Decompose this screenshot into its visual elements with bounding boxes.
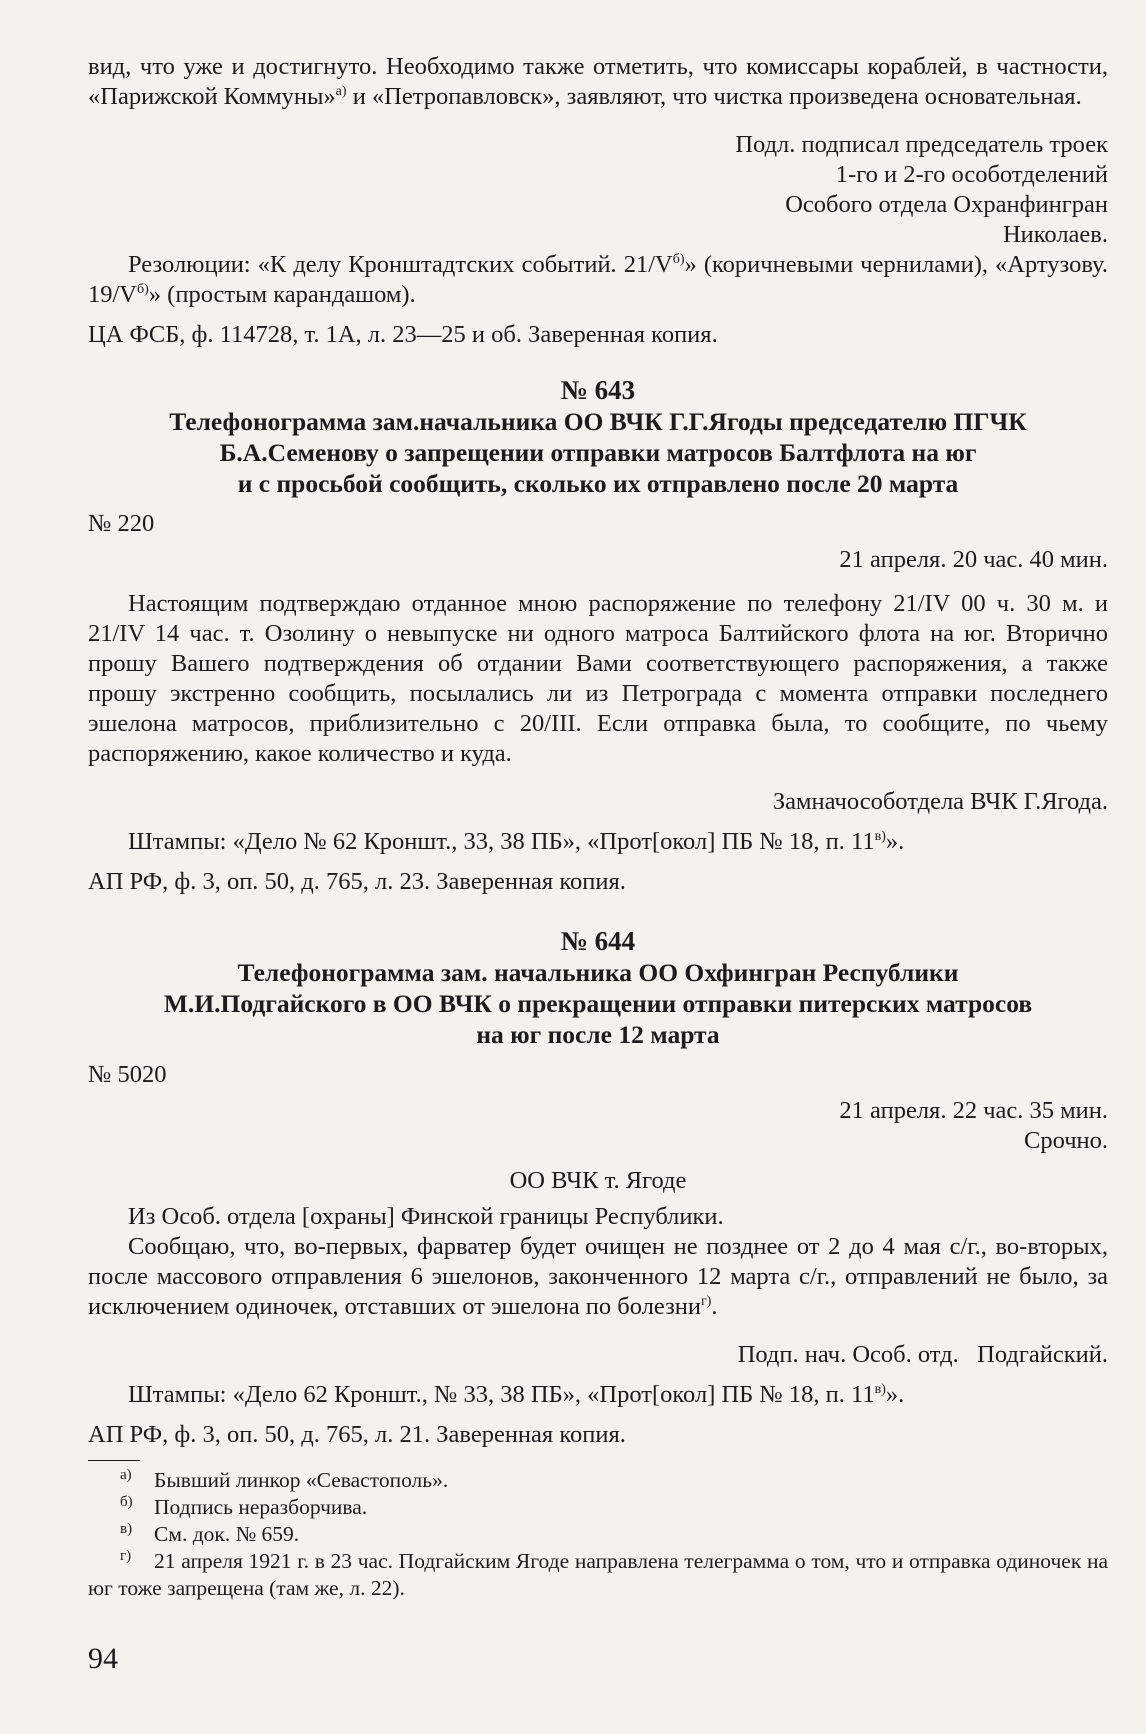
stamps: Штампы: «Дело № 62 Кроншт., 33, 38 ПБ», «Прот[окол] ПБ № 18, п. $11^{в)}$». [128, 828, 905, 855]
archive-reference: АП РФ, ф. 3, оп. 50, д. 765, л. 23. Заверенная копия. [88, 868, 626, 895]
document-ref-number: № 5020 [88, 1061, 167, 1088]
document-title-644: Телефонограмма зам. начальника ОО Охфингран Республики М.И.Подгайского в ОО ВЧК о прекращении отправки питерских матросов на юг после 12 марта [163, 958, 1033, 1049]
footnote-divider [88, 1460, 140, 1461]
document-body: Настоящим подтверждаю отданное мною распоряжение по телефону 21/IV 00 ч. 30 м. и 21/IV 14 час. т. Озолину о невыпуске ни одного матроса Балтийского флота на юг. Вторично прошу Вашего подтверждения об отдании Вами соответствующего распоряжения, а также прошу экстренно сообщить, посылались ли из Петрограда с момента отправки последнего эшелона матросов, приблизительно с 20/III. Если отправка была, то сообщите, по чьему распоряжению, какое количество и куда. [88, 590, 1108, 767]
document-signature: Замначособотдела ВЧК Г.Ягода. [772, 788, 1108, 815]
footnote: б) Подпись неразборчива. [120, 1493, 368, 1519]
signature-line: 1-го и 2-го особотделений [835, 161, 1108, 188]
footnote: г) 21 апреля 1921 г. в 23 час. Подгайским Ягоде направлена телеграмма о том, что и отправка одиночек на юг тоже запрещена (там же, л. 22). [88, 1547, 1108, 1600]
document-number-643: № 643 [560, 375, 636, 405]
sender: Из Особ. отдела [охраны] Финской границы Республики. [128, 1203, 724, 1230]
document-page [88, 52, 1108, 1602]
footnotes [88, 1467, 1108, 1602]
archive-reference: АП РФ, ф. 3, оп. 50, д. 765, л. 21. Заверенная копия. [88, 1421, 626, 1448]
document-signature: Подп. нач. Особ. отд. Подгайский. [737, 1341, 1108, 1368]
signature-line: Подл. подписал председатель троек [735, 131, 1108, 158]
archive-reference: ЦА ФСБ, ф. 114728, т. 1А, л. 23—25 и об. Заверенная копия. [88, 321, 718, 348]
signature-block-nikolaev [88, 130, 1108, 250]
document-date: 21 апреля. 22 час. 35 мин. [839, 1097, 1108, 1124]
document-ref-number: № 220 [88, 510, 155, 537]
page-number: 94 [88, 1642, 118, 1675]
footnote: в) См. док. № 659. [120, 1520, 300, 1546]
resolutions: Резолюции: «К делу Кронштадтских событий. $21/V^{б)}$» (коричневыми чернилами), «Артузову. $19/V^{б)}$» (простым карандашом). [88, 251, 1108, 308]
continuation-paragraph: вид, что уже и достигнуто. Необходимо также отметить, что комиссары кораблей, в частности, «Парижской Коммуны»$^{а)}$ и «Петропавловск», заявляют, что чистка произведена основательная. [88, 53, 1108, 110]
addressee: ОО ВЧК т. Ягоде [509, 1167, 687, 1194]
signature-line: Особого отдела Охранфингран [785, 191, 1108, 218]
document-number-644: № 644 [560, 926, 636, 956]
document-date: 21 апреля. 20 час. 40 мин. [839, 546, 1108, 573]
signature-line: Николаев. [1002, 221, 1108, 248]
footnote: а) Бывший линкор «Севастополь». [120, 1466, 449, 1492]
urgency-mark: Срочно. [1023, 1127, 1108, 1154]
document-body: Сообщаю, что, во-первых, фарватер будет очищен не позднее от 2 до 4 мая с/г., во-вторых, после массового отправления 6 эшелонов, законченного 12 марта с/г., отправлений не было, за исключением одиночек, отставших от эшелона по болезни$^{г)}$. [88, 1233, 1108, 1320]
stamps: Штампы: «Дело 62 Кроншт., № 33, 38 ПБ», «Прот[окол] ПБ № 18, п. $11^{в)}$». [128, 1381, 905, 1408]
document-title-643: Телефонограмма зам.начальника ОО ВЧК Г.Г.Ягоды председателю ПГЧК Б.А.Семенову о запрещении отправки матросов Балтфлота на юг и с просьбой сообщить, сколько их отправлено после 20 марта [169, 407, 1027, 498]
footnote-ref-a: а) [335, 83, 347, 99]
